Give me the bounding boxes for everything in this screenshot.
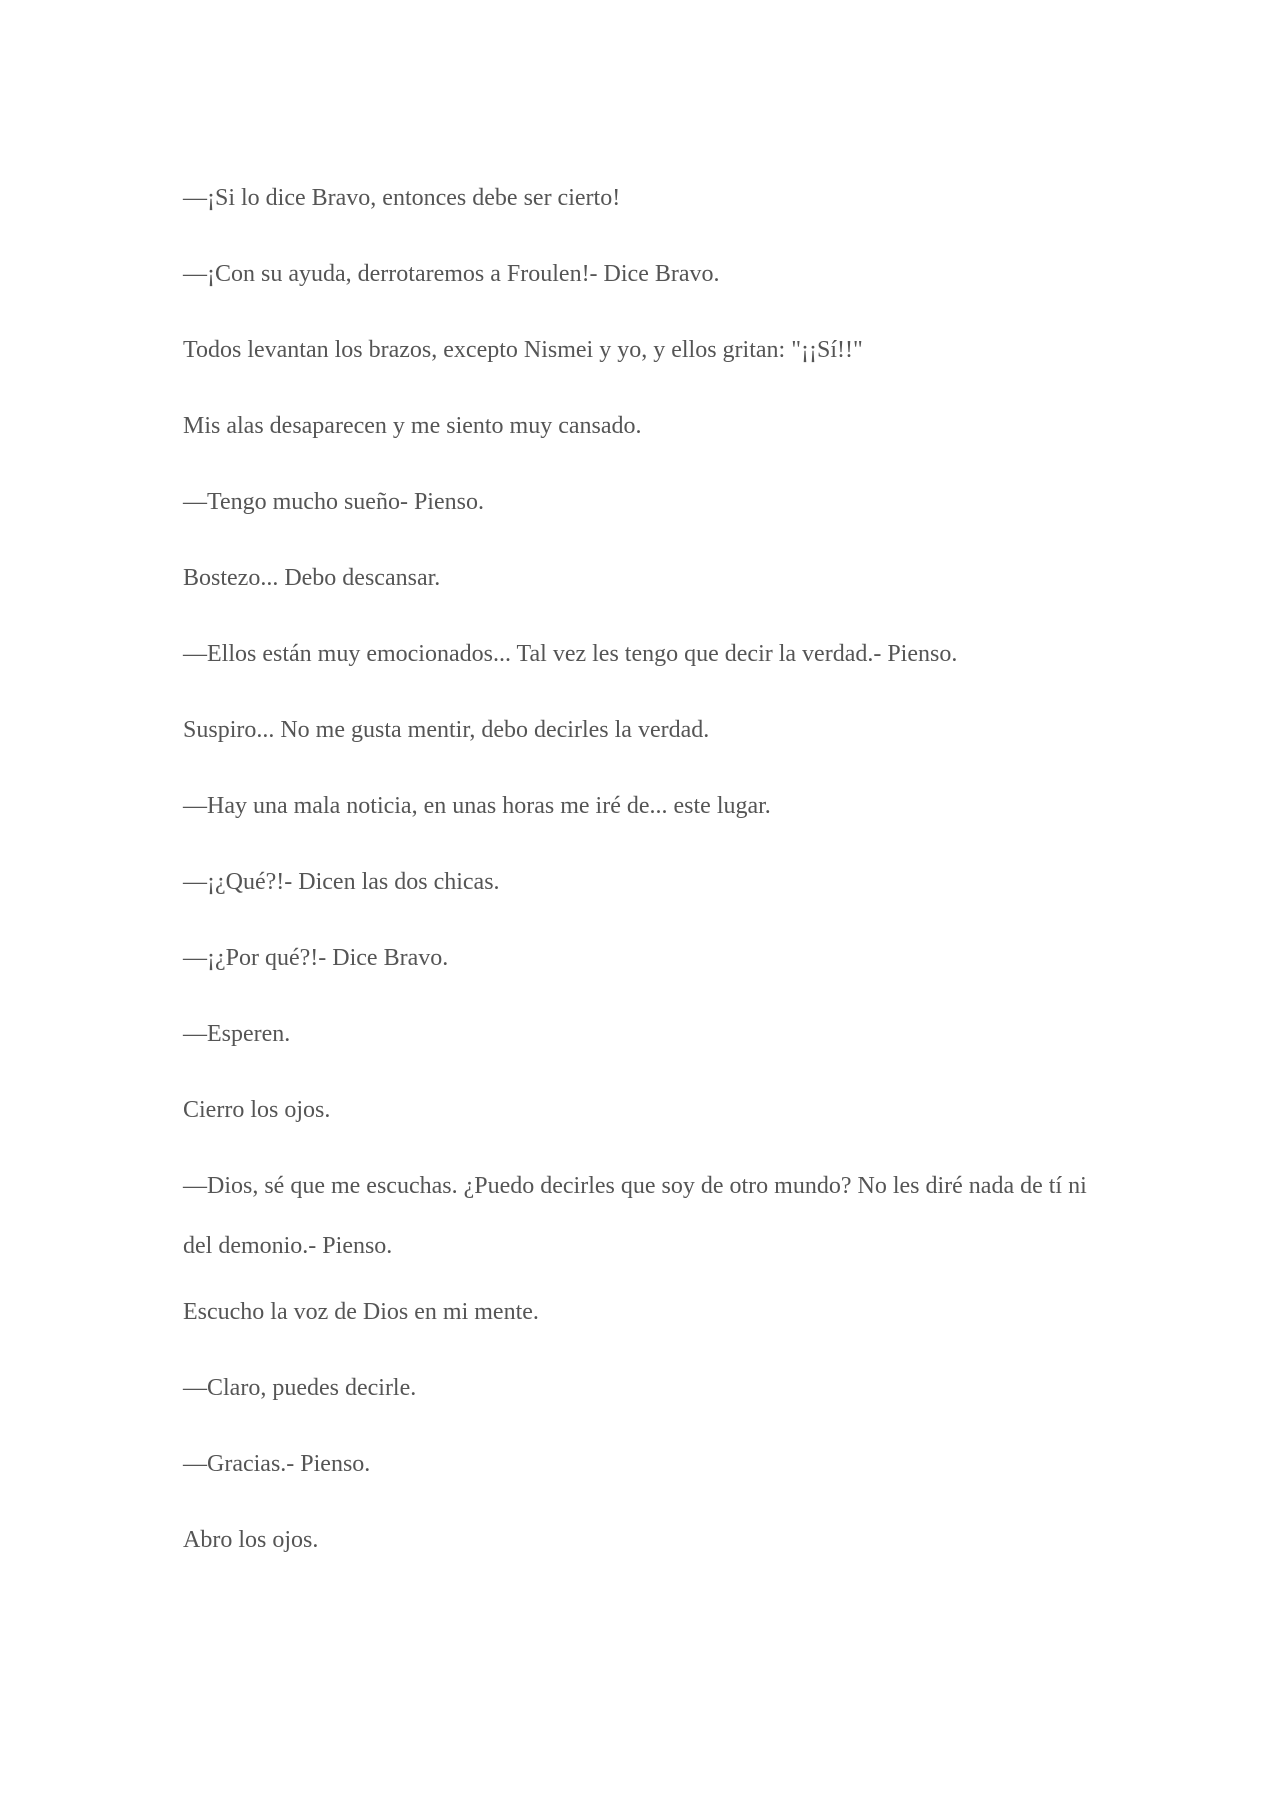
paragraph: —Dios, sé que me escuchas. ¿Puedo decirles que soy de otro mundo? No les diré nada de tí ni del demonio.- Pienso. [183, 1173, 1087, 1259]
paragraph: —Gracias.- Pienso. [183, 1451, 371, 1477]
paragraph: —¡Si lo dice Bravo, entonces debe ser cierto! [183, 185, 621, 211]
paragraph: Todos levantan los brazos, excepto Nismei y yo, y ellos gritan: "¡¡Sí!!" [183, 337, 863, 363]
paragraph: Abro los ojos. [183, 1527, 319, 1553]
paragraph: —Ellos están muy emocionados... Tal vez les tengo que decir la verdad.- Pienso. [183, 641, 958, 667]
paragraph: —Claro, puedes decirle. [183, 1375, 417, 1401]
paragraph: Mis alas desaparecen y me siento muy cansado. [183, 413, 642, 439]
paragraph: —Tengo mucho sueño- Pienso. [183, 489, 484, 515]
paragraph: —¡¿Qué?!- Dicen las dos chicas. [183, 869, 500, 895]
paragraph: —¡¿Por qué?!- Dice Bravo. [183, 945, 449, 971]
paragraph: Suspiro... No me gusta mentir, debo decirles la verdad. [183, 717, 710, 743]
paragraph: Cierro los ojos. [183, 1097, 331, 1123]
document-body [183, 178, 1103, 1596]
paragraph: —Hay una mala noticia, en unas horas me iré de... este lugar. [183, 793, 771, 819]
paragraph: —Esperen. [183, 1021, 291, 1047]
paragraph: Escucho la voz de Dios en mi mente. [183, 1299, 539, 1325]
paragraph: Bostezo... Debo descansar. [183, 565, 441, 591]
paragraph: —¡Con su ayuda, derrotaremos a Froulen!- Dice Bravo. [183, 261, 720, 287]
